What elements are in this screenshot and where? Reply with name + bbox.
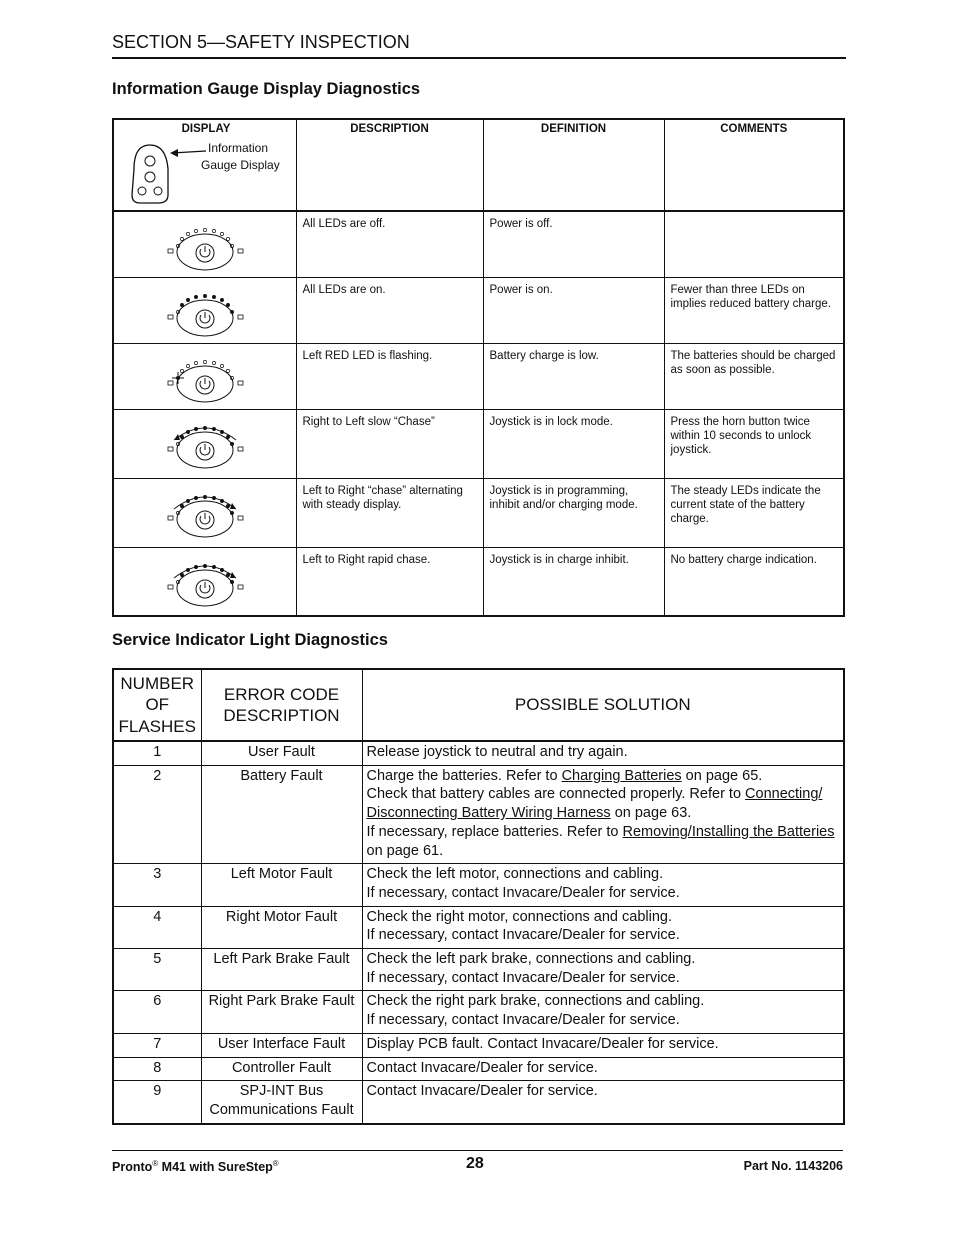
gauge-definition-cell: Power is off. [483, 211, 664, 277]
column-error-code-description [201, 669, 362, 741]
gauge-all-off-icon [160, 222, 250, 272]
flash-count-cell: 7 [113, 1033, 201, 1057]
flash-count-cell: 4 [113, 906, 201, 948]
gauge-display-cell [113, 343, 296, 409]
solution-line: Check the right motor, connections and cabling. [366, 908, 672, 925]
solution-line: If necessary, contact Invacare/Dealer for service. [366, 1012, 680, 1029]
page-number: 28 [466, 1155, 484, 1172]
flash-count-cell: 8 [113, 1057, 201, 1081]
gauge-definition-cell: Joystick is in charge inhibit. [483, 547, 664, 616]
gauge-diagnostics-table [112, 118, 845, 617]
column-description: DESCRIPTION [296, 119, 483, 211]
gauge-display-device-icon [128, 139, 208, 207]
footer-product: Pronto® M41 with SureStep® [112, 1159, 279, 1175]
gauge-display-cell [113, 478, 296, 547]
manual-reference-link[interactable]: Charging Batteries [561, 767, 682, 784]
gauge-display-pointer-line-1: Information [208, 141, 269, 155]
solution-line: Release joystick to neutral and try again. [366, 744, 628, 760]
gauge-comments-cell: No battery charge indication. [664, 547, 844, 616]
solution-cell [362, 1057, 844, 1081]
solution-line: Check the right park brake, connections and cabling. [366, 993, 705, 1010]
service-row [113, 765, 844, 864]
flash-count-cell: 6 [113, 991, 201, 1033]
gauge-row [113, 277, 844, 343]
gauge-description-cell: All LEDs are off. [296, 211, 483, 277]
page-footer [112, 1150, 843, 1181]
gauge-description-cell: Right to Left slow “Chase” [296, 409, 483, 478]
manual-reference-link[interactable]: Removing/Installing the Batteries [622, 823, 835, 840]
flash-count-cell: 9 [113, 1081, 201, 1124]
error-description-cell: Left Motor Fault [201, 864, 362, 906]
column-comments: COMMENTS [664, 119, 844, 211]
solution-line: Check the left motor, connections and cabling. [366, 866, 664, 883]
gauge-comments-cell: Fewer than three LEDs on implies reduced battery charge. [664, 277, 844, 343]
solution-cell [362, 741, 844, 765]
service-row [113, 864, 844, 906]
gauge-row [113, 409, 844, 478]
gauge-all-on-icon [160, 288, 250, 338]
gauge-definition-cell: Battery charge is low. [483, 343, 664, 409]
solution-line: Check the left park brake, connections and cabling. [366, 951, 696, 968]
service-row [113, 991, 844, 1033]
error-description-cell: Left Park Brake Fault [201, 949, 362, 991]
gauge-chase-left-icon [160, 420, 250, 470]
service-diagnostics-table [112, 668, 845, 1125]
column-display-label: DISPLAY [181, 123, 231, 135]
flash-count-cell: 3 [113, 864, 201, 906]
solution-line: If necessary, contact Invacare/Dealer for service. [366, 927, 680, 944]
section-title: SECTION 5—SAFETY INSPECTION [112, 32, 410, 52]
gauge-display-pointer-line-2: Gauge Display [201, 158, 280, 172]
gauge-display-pointer-label [201, 140, 280, 174]
solution-cell [362, 949, 844, 991]
gauge-comments-cell [664, 211, 844, 277]
column-number-of-flashes-label: NUMBER OF FLASHES [118, 673, 196, 736]
gauge-definition-cell: Joystick is in lock mode. [483, 409, 664, 478]
service-row [113, 741, 844, 765]
flash-count-cell: 2 [113, 765, 201, 864]
gauge-left-flashing-icon [160, 354, 250, 404]
column-definition: DEFINITION [483, 119, 664, 211]
gauge-description-cell: Left to Right “chase” alternating with steady display. [296, 478, 483, 547]
error-description-cell: Battery Fault [201, 765, 362, 864]
solution-line: If necessary, contact Invacare/Dealer for service. [366, 884, 680, 901]
gauge-row [113, 211, 844, 277]
column-possible-solution: POSSIBLE SOLUTION [362, 669, 844, 741]
solution-cell [362, 864, 844, 906]
solution-line: If necessary, contact Invacare/Dealer for service. [366, 969, 680, 986]
section-header [112, 31, 846, 59]
gauge-row [113, 547, 844, 616]
flash-count-cell: 5 [113, 949, 201, 991]
column-number-of-flashes [113, 669, 201, 741]
solution-cell [362, 1033, 844, 1057]
manual-reference-link[interactable]: Connecting/ Disconnecting Battery Wiring Harness [366, 786, 823, 822]
gauge-comments-cell: The batteries should be charged as soon as possible. [664, 343, 844, 409]
service-row [113, 1057, 844, 1081]
gauge-display-cell [113, 277, 296, 343]
gauge-display-cell [113, 547, 296, 616]
service-row [113, 949, 844, 991]
gauge-definition-cell: Joystick is in programming, inhibit and/or charging mode. [483, 478, 664, 547]
error-description-cell: User Fault [201, 741, 362, 765]
gauge-row [113, 478, 844, 547]
solution-cell [362, 765, 844, 864]
gauge-description-cell: All LEDs are on. [296, 277, 483, 343]
gauge-description-cell: Left to Right rapid chase. [296, 547, 483, 616]
solution-line: Display PCB fault. Contact Invacare/Dealer for service. [366, 1035, 719, 1052]
solution-line: Charge the batteries. Refer to Charging Batteries on page 65. [366, 767, 763, 784]
solution-line: If necessary, replace batteries. Refer to Removing/Installing the Batteries on page 61. [366, 823, 835, 859]
gauge-rapid-chase-icon [160, 558, 250, 608]
column-display [113, 119, 296, 211]
solution-line: Check that battery cables are connected properly. Refer to Connecting/ Disconnecting Battery Wiring Harness on page 63. [366, 786, 823, 822]
error-description-cell: User Interface Fault [201, 1033, 362, 1057]
flash-count-cell: 1 [113, 741, 201, 765]
error-description-cell: Right Park Brake Fault [201, 991, 362, 1033]
solution-line: Contact Invacare/Dealer for service. [366, 1083, 598, 1100]
gauge-chase-right-icon [160, 489, 250, 539]
solution-cell [362, 1081, 844, 1124]
gauge-definition-cell: Power is on. [483, 277, 664, 343]
gauge-display-cell [113, 211, 296, 277]
gauge-comments-cell: The steady LEDs indicate the current state of the battery charge. [664, 478, 844, 547]
solution-cell [362, 991, 844, 1033]
column-error-code-label: ERROR CODE DESCRIPTION [223, 684, 340, 725]
error-description-cell: SPJ-INT Bus Communications Fault [201, 1081, 362, 1124]
gauge-comments-cell: Press the horn button twice within 10 seconds to unlock joystick. [664, 409, 844, 478]
solution-cell [362, 906, 844, 948]
gauge-display-cell [113, 409, 296, 478]
error-description-cell: Controller Fault [201, 1057, 362, 1081]
footer-part-number: Part No. 1143206 [743, 1159, 843, 1173]
error-description-cell: Right Motor Fault [201, 906, 362, 948]
gauge-row [113, 343, 844, 409]
service-row [113, 1033, 844, 1057]
service-diagnostics-heading: Service Indicator Light Diagnostics [112, 631, 388, 649]
gauge-description-cell: Left RED LED is flashing. [296, 343, 483, 409]
service-row [113, 1081, 844, 1124]
service-row [113, 906, 844, 948]
gauge-diagnostics-heading: Information Gauge Display Diagnostics [112, 80, 421, 98]
solution-line: Contact Invacare/Dealer for service. [366, 1059, 598, 1076]
